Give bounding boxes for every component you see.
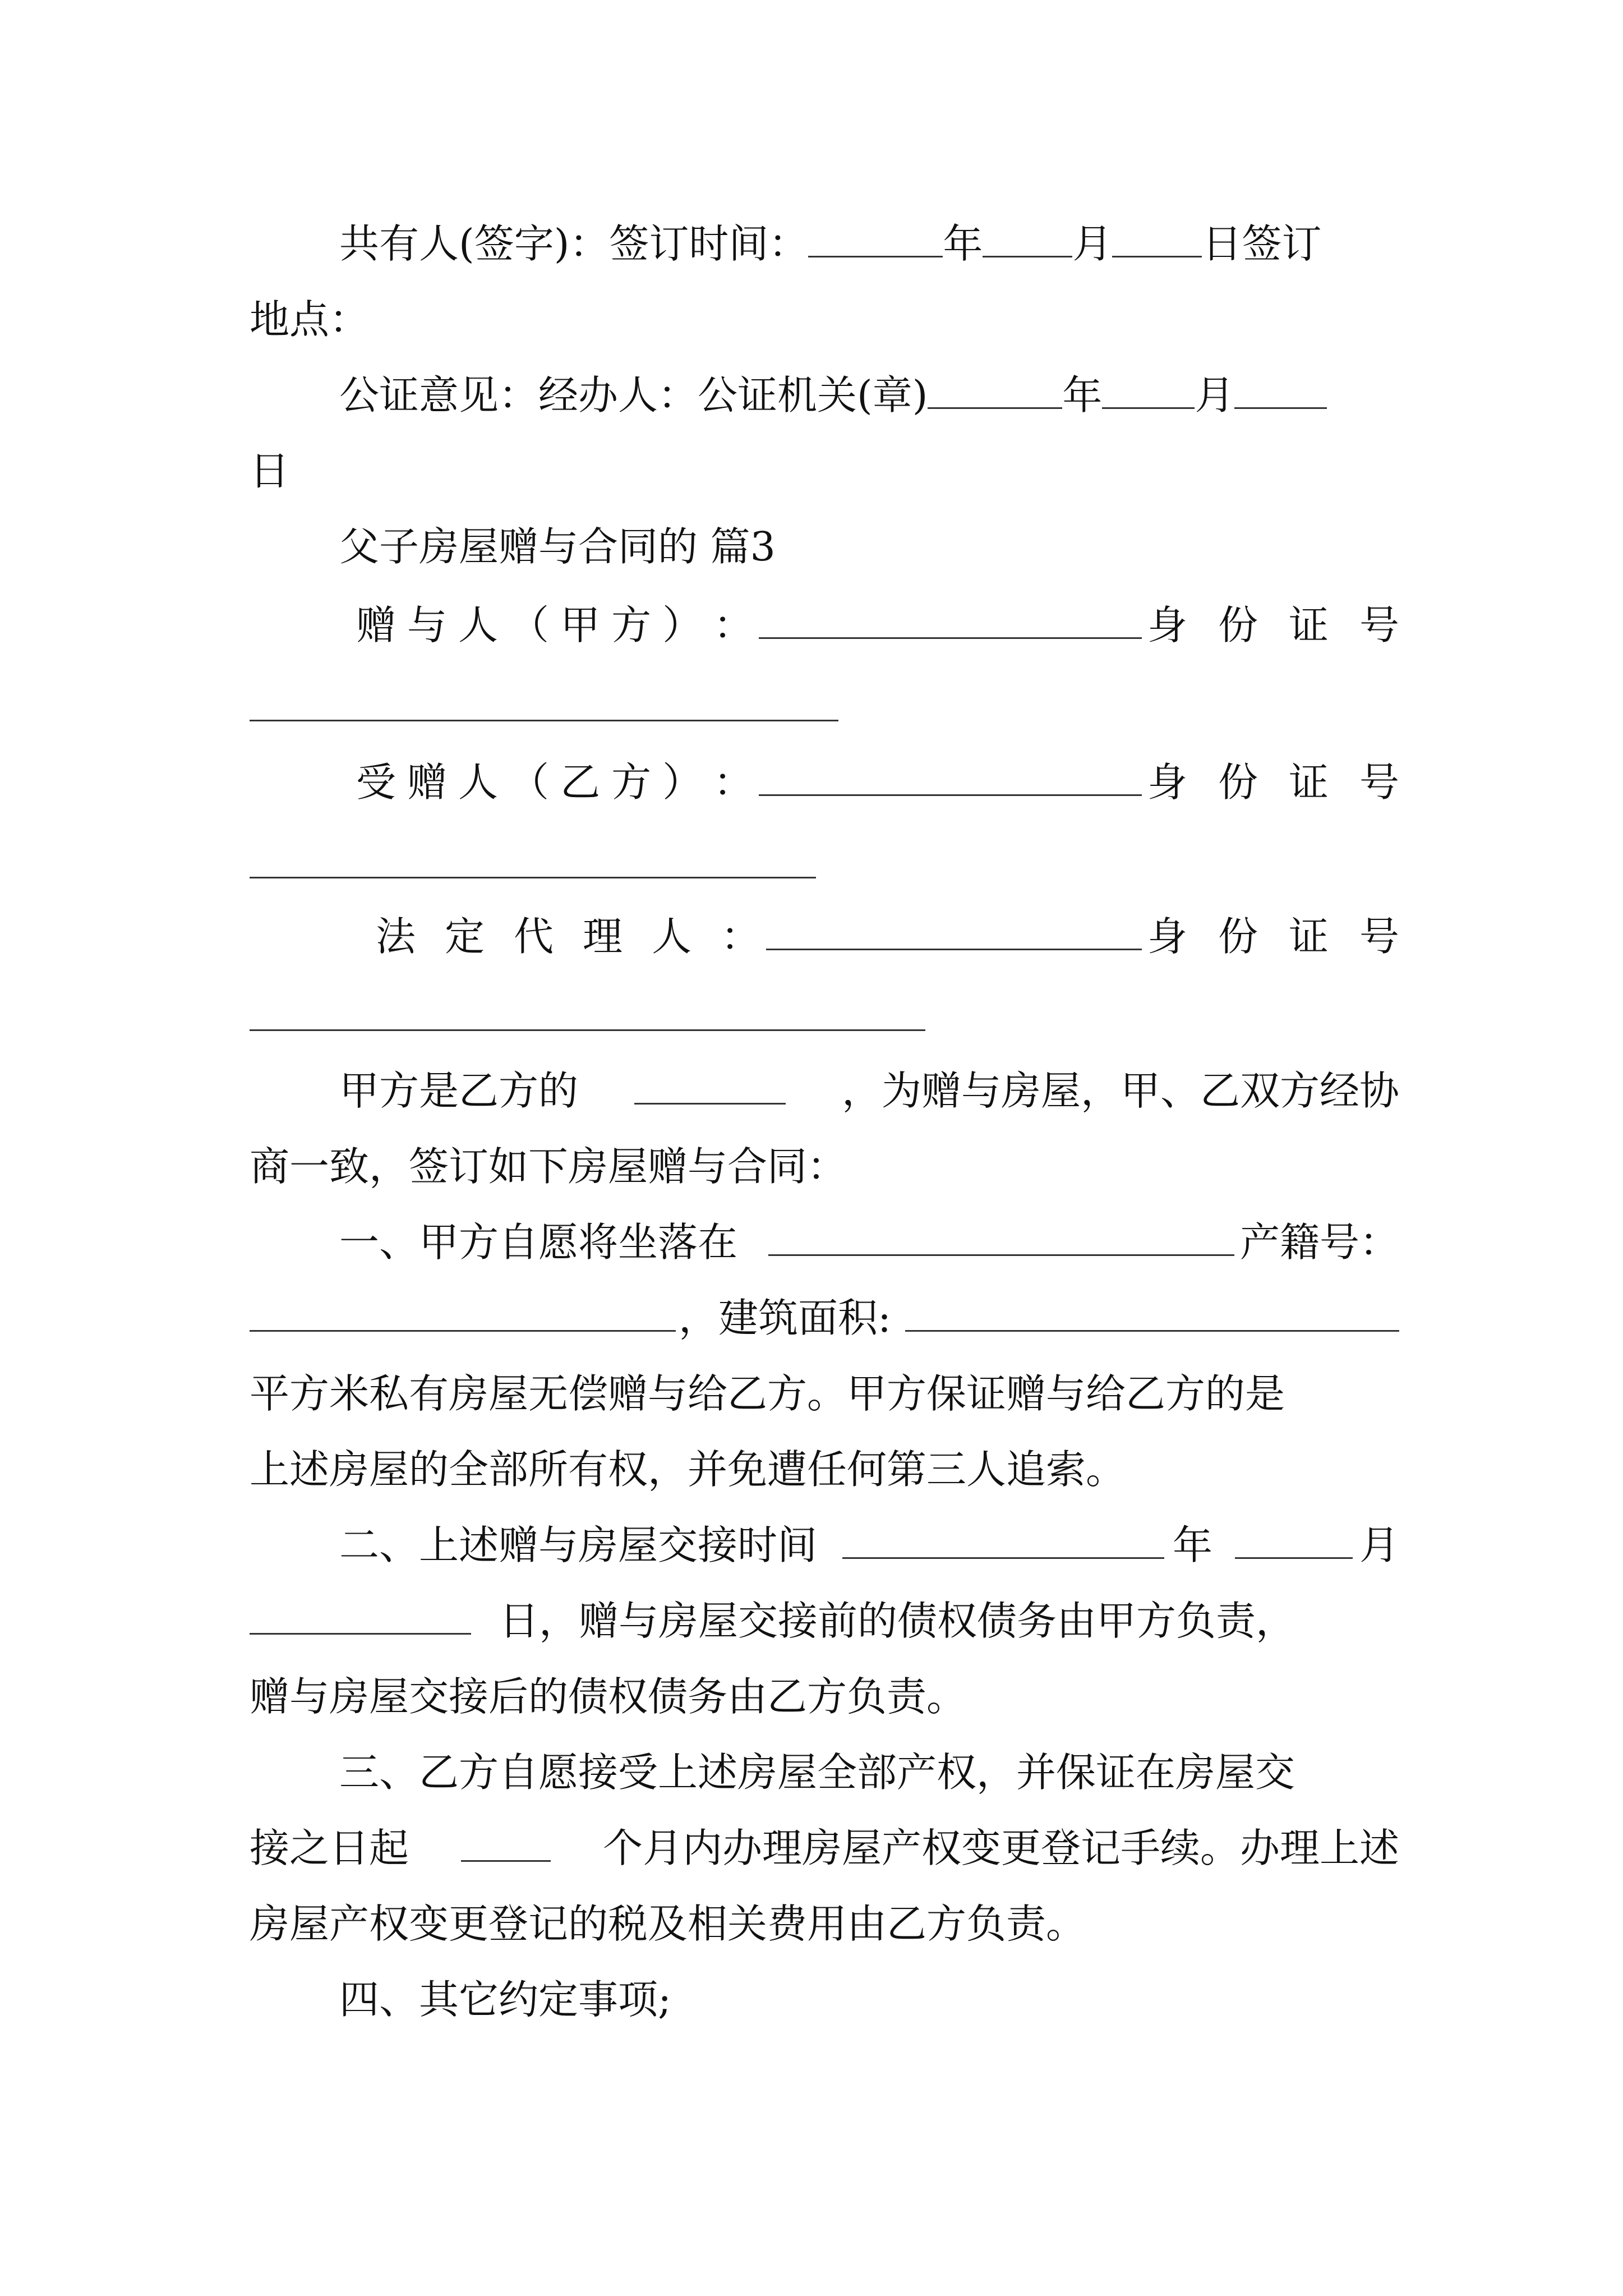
char: 号 [1359, 602, 1399, 648]
day-label: 日 [250, 448, 290, 494]
char: 证 [1288, 759, 1329, 806]
char: 法 [376, 913, 416, 960]
clause-3-text: 房屋产权变更登记的税及相关费用由乙方负责。 [250, 1901, 1086, 1947]
clause-3-line [250, 1820, 1399, 1876]
char: 份 [1218, 602, 1258, 648]
char: （ [509, 602, 550, 648]
clause-1-text: 上述房屋的全部所有权，并免遭任何第三人追索。 [250, 1446, 1126, 1493]
donor-label [356, 597, 753, 654]
char: 受 [356, 759, 396, 806]
clause-1-text: 平方米私有房屋无偿赠与给乙方。甲方保证赠与给乙方的是 [250, 1370, 1285, 1417]
char: 身 [1147, 602, 1187, 648]
char: 身 [1147, 913, 1187, 960]
cosigner-line [250, 216, 1399, 272]
char: 号 [1359, 759, 1399, 806]
paragraph-line [250, 1139, 1399, 1195]
id-number-label [1147, 909, 1399, 965]
month-label: 月 [1072, 220, 1113, 267]
clause-3-line [250, 1745, 1399, 1801]
char: ） [662, 602, 703, 648]
clause-4-text: 四、其它约定事项; [339, 1976, 671, 2023]
notary-month-blank[interactable] [1102, 374, 1195, 409]
donee-label [356, 754, 753, 811]
char: 甲 [560, 602, 601, 648]
cosigner-label: 共有人(签字)：签订时间： [339, 220, 809, 267]
clause-2-text: 日，赠与房屋交接前的债权债务由甲方负责， [499, 1598, 1296, 1644]
sign-month-blank[interactable] [983, 222, 1072, 257]
char: 赠 [356, 602, 396, 648]
sign-day-blank[interactable] [1112, 222, 1202, 257]
clause-1-line [250, 1290, 1399, 1346]
char: 赠 [407, 759, 448, 806]
handover-month-blank[interactable] [1235, 1524, 1353, 1559]
handover-year-blank[interactable] [842, 1524, 1164, 1559]
year-label: 年 [1172, 1522, 1212, 1568]
char: 证 [1288, 913, 1329, 960]
clause-3-text: 接之日起 [250, 1825, 409, 1871]
char: 代 [514, 913, 554, 960]
char: ） [662, 759, 703, 806]
char: 号 [1359, 913, 1399, 960]
char: 份 [1218, 913, 1258, 960]
notary-line [250, 367, 1399, 424]
char: （ [509, 759, 550, 806]
area-label: ，建筑面积: [679, 1295, 891, 1341]
char: 方 [611, 759, 652, 806]
char: 人 [652, 913, 692, 960]
sign-place-line [250, 292, 1399, 348]
donor-id-blank[interactable] [250, 720, 838, 721]
char: 人 [458, 602, 499, 648]
registry-label: 产籍号： [1239, 1219, 1399, 1266]
clause-3-line [250, 1896, 1399, 1952]
char: 方 [611, 602, 652, 648]
location-blank[interactable] [768, 1221, 1234, 1256]
id-number-label [1147, 597, 1399, 654]
char: ： [713, 602, 754, 648]
char: 理 [583, 913, 623, 960]
clause-2-text: 二、上述赠与房屋交接时间 [339, 1522, 818, 1568]
notary-year-blank[interactable] [928, 374, 1062, 409]
sign-year-blank[interactable] [808, 222, 943, 257]
clause-2-line [250, 1669, 1399, 1725]
sign-place-label: 地点： [250, 296, 370, 343]
paragraph-text: 商一致，签订如下房屋赠与合同： [250, 1143, 847, 1190]
paragraph-text: ，为赠与房屋，甲、乙双方经协 [841, 1068, 1399, 1114]
agent-name-blank[interactable] [766, 915, 1142, 950]
months-blank[interactable] [461, 1826, 551, 1862]
char: ： [721, 913, 761, 960]
clause-1-line [250, 1442, 1399, 1498]
month-label: 月 [1195, 372, 1235, 418]
section-heading [250, 519, 1399, 575]
agent-line [250, 909, 1399, 965]
char: 人 [458, 759, 499, 806]
clause-4-line [250, 1972, 1399, 2028]
donee-name-blank[interactable] [759, 761, 1142, 796]
clause-3-text: 三、乙方自愿接受上述房屋全部产权，并保证在房屋交 [339, 1749, 1295, 1796]
char: 乙 [560, 759, 601, 806]
relationship-blank[interactable] [634, 1069, 786, 1105]
clause-1-text: 一、甲方自愿将坐落在 [339, 1219, 738, 1266]
donee-id-blank[interactable] [250, 877, 816, 878]
notary-label: 公证意见：经办人：公证机关(章) [339, 372, 928, 418]
char: ： [713, 759, 754, 806]
char: 证 [1288, 602, 1329, 648]
id-number-label [1147, 754, 1399, 811]
clause-1-line [250, 1366, 1399, 1422]
char: 身 [1147, 759, 1187, 806]
clause-2-line [250, 1517, 1399, 1573]
clause-1-line [250, 1214, 1399, 1271]
handover-day-blank[interactable] [250, 1599, 471, 1635]
year-label: 年 [1062, 372, 1103, 418]
heading-text: 父子房屋赠与合同的 篇3 [339, 523, 776, 570]
agent-label [376, 909, 760, 965]
donor-line [250, 597, 1399, 654]
char: 份 [1218, 759, 1258, 806]
donee-line [250, 754, 1399, 811]
month-label: 月 [1359, 1522, 1399, 1568]
notary-day-blank[interactable] [1234, 374, 1327, 409]
relationship-line [250, 1063, 1399, 1119]
char: 与 [407, 602, 448, 648]
clause-3-text: 个月内办理房屋产权变更登记手续。办理上述 [602, 1825, 1399, 1871]
relationship-label: 甲方是乙方的 [339, 1068, 579, 1114]
area-blank[interactable] [905, 1296, 1399, 1332]
char: 定 [445, 913, 485, 960]
registry-number-blank[interactable] [250, 1296, 676, 1332]
year-label: 年 [943, 220, 983, 267]
agent-id-blank[interactable] [250, 1029, 925, 1031]
notary-day-line [250, 443, 1399, 499]
clause-2-line [250, 1593, 1399, 1649]
clause-2-text: 赠与房屋交接后的债权债务由乙方负责。 [250, 1673, 967, 1720]
donor-name-blank[interactable] [759, 604, 1142, 639]
day-sign-label: 日签订 [1202, 220, 1322, 267]
